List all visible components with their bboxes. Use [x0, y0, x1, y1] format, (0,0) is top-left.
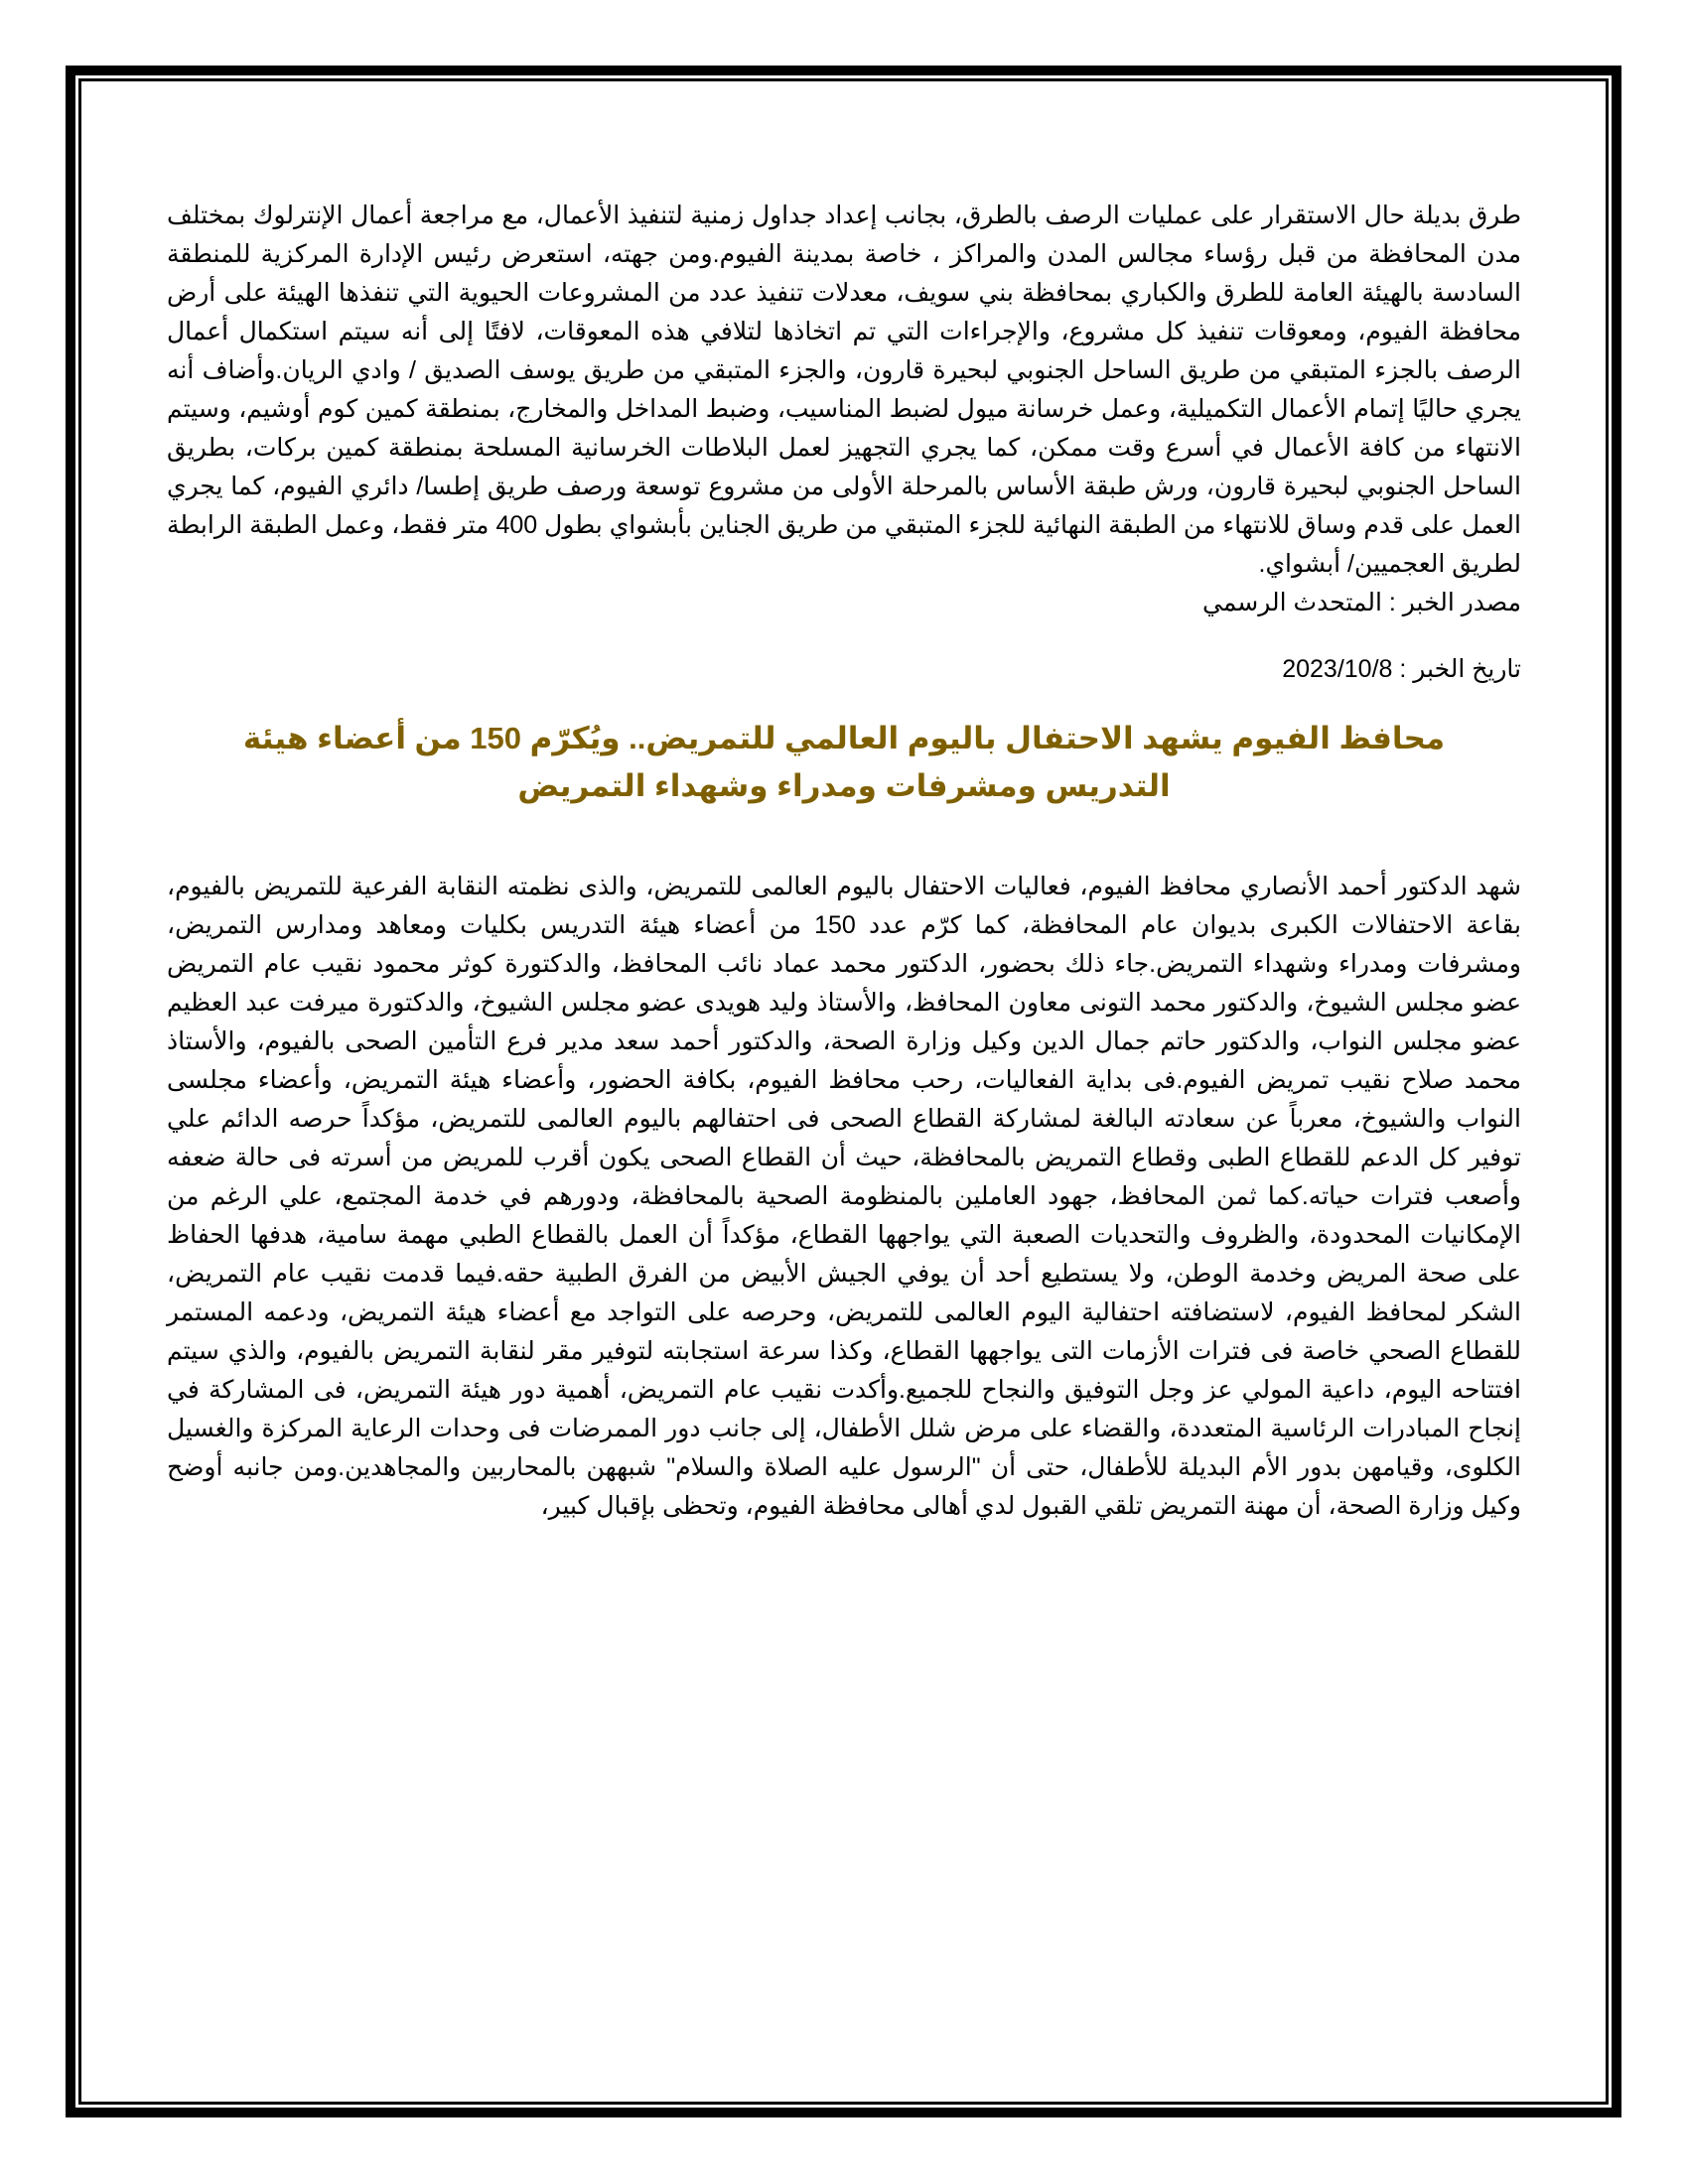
- article-paragraph-nursing: شهد الدكتور أحمد الأنصاري محافظ الفيوم، فعاليات الاحتفال باليوم العالمى للتمريض، والذى نظمته النقابة الفرعية للتمريض بالفيوم، بقاعة الاحتفالات الكبرى بديوان عام المحافظة، كما كرّم عدد 150 من أعضاء هيئة التدريس بكليات ومعاهد ومدارس التمريض، ومشرفات ومدراء وشهداء التمريض.جاء ذلك بحضور، الدكتور محمد عماد نائب المحافظ، والدكتورة كوثر محمود نقيب عام التمريض عضو مجلس الشيوخ، والدكتور محمد التونى معاون المحافظ، والأستاذ وليد هويدى عضو مجلس الشيوخ، والدكتورة ميرفت عبد العظيم عضو مجلس النواب، والدكتور حاتم جمال الدين وكيل وزارة الصحة، والدكتور أحمد سعد مدير فرع التأمين الصحى بالفيوم، والأستاذ محمد صلاح نقيب تمريض الفيوم.فى بداية الفعاليات، رحب محافظ الفيوم، بكافة الحضور، وأعضاء هيئة التمريض، وأعضاء مجلسى النواب والشيوخ، معرباً عن سعادته البالغة لمشاركة القطاع الصحى فى احتفالهم باليوم العالمى للتمريض، مؤكداً حرصه الدائم علي توفير كل الدعم للقطاع الطبى وقطاع التمريض بالمحافظة، حيث أن القطاع الصحى يكون أقرب للمريض من أسرته فى حالة ضعفه وأصعب فترات حياته.كما ثمن المحافظ، جهود العاملين بالمنظومة الصحية بالمحافظة، ودورهم في خدمة المجتمع، علي الرغم من الإمكانيات المحدودة، والظروف والتحديات الصعبة التي يواجهها القطاع، مؤكداً أن العمل بالقطاع الطبي مهمة سامية، هدفها الحفاظ على صحة المريض وخدمة الوطن، ولا يستطيع أحد أن يوفي الجيش الأبيض من الفرق الطبية حقه.فيما قدمت نقيب عام التمريض، الشكر لمحافظ الفيوم، لاستضافته احتفالية اليوم العالمى للتمريض، وحرصه على التواجد مع أعضاء هيئة التمريض، ودعمه المستمر للقطاع الصحي خاصة فى فترات الأزمات التى يواجهها القطاع، وكذا سرعة استجابته لتوفير مقر لنقابة التمريض بالفيوم، والذي سيتم افتتاحه اليوم، داعية المولي عز وجل التوفيق والنجاح للجميع.وأكدت نقيب عام التمريض، أهمية دور هيئة التمريض، فى المشاركة في إنجاح المبادرات الرئاسية المتعددة، والقضاء على مرض شلل الأطفال، إلى جانب دور الممرضات فى وحدات الرعاية المركزة والغسيل الكلوى، وقيامهن بدور الأم البديلة للأطفال، حتى أن "الرسول عليه الصلاة والسلام" شبههن بالمحاربين والمجاهدين.ومن جانبه أوضح وكيل وزارة الصحة، أن مهنة التمريض تلقي القبول لدي أهالى محافظة الفيوم، وتحظى بإقبال كبير،: [167, 873, 1521, 1520]
- document-page: [167, 197, 1521, 1526]
- article-headline: محافظ الفيوم يشهد الاحتفال باليوم العالمي للتمريض.. ويُكرّم 150 من أعضاء هيئة التدريس ومشرفات ومدراء وشهداء التمريض: [242, 721, 1446, 803]
- news-date: تاريخ الخبر : 2023/10/8: [1282, 655, 1521, 683]
- news-source: مصدر الخبر : المتحدث الرسمي: [1202, 589, 1521, 616]
- article-paragraph-roads: طرق بديلة حال الاستقرار على عمليات الرصف بالطرق، بجانب إعداد جداول زمنية لتنفيذ الأعمال، مع مراجعة أعمال الإنترلوك بمختلف مدن المحافظة من قبل رؤساء مجالس المدن والمراكز ، خاصة بمدينة الفيوم.ومن جهته، استعرض رئيس الإدارة المركزية للمنطقة السادسة بالهيئة العامة للطرق والكباري بمحافظة بني سويف، معدلات تنفيذ عدد من المشروعات الحيوية التي تنفذها الهيئة على أرض محافظة الفيوم، ومعوقات تنفيذ كل مشروع، والإجراءات التي تم اتخاذها لتلافي هذه المعوقات، لافتًا إلى أنه سيتم استكمال أعمال الرصف بالجزء المتبقي من طريق الساحل الجنوبي لبحيرة قارون، والجزء المتبقي من طريق يوسف الصديق / وادي الريان.وأضاف أنه يجري حاليًا إتمام الأعمال التكميلية، وعمل خرسانة ميول لضبط المناسيب، وضبط المداخل والمخارج، بمنطقة كمين كوم أوشيم، وسيتم الانتهاء من كافة الأعمال في أسرع وقت ممكن، كما يجري التجهيز لعمل البلاطات الخرسانية المسلحة بمنطقة كمين بركات، بطريق الساحل الجنوبي لبحيرة قارون، ورش طبقة الأساس بالمرحلة الأولى من مشروع توسعة ورصف طريق إطسا/ دائري الفيوم، كما يجري العمل على قدم وساق للانتهاء من الطبقة النهائية للجزء المتبقي من طريق الجناين بأبشواي بطول 400 متر فقط، وعمل الطبقة الرابطة لطريق العجميين/ أبشواي.: [167, 202, 1522, 578]
